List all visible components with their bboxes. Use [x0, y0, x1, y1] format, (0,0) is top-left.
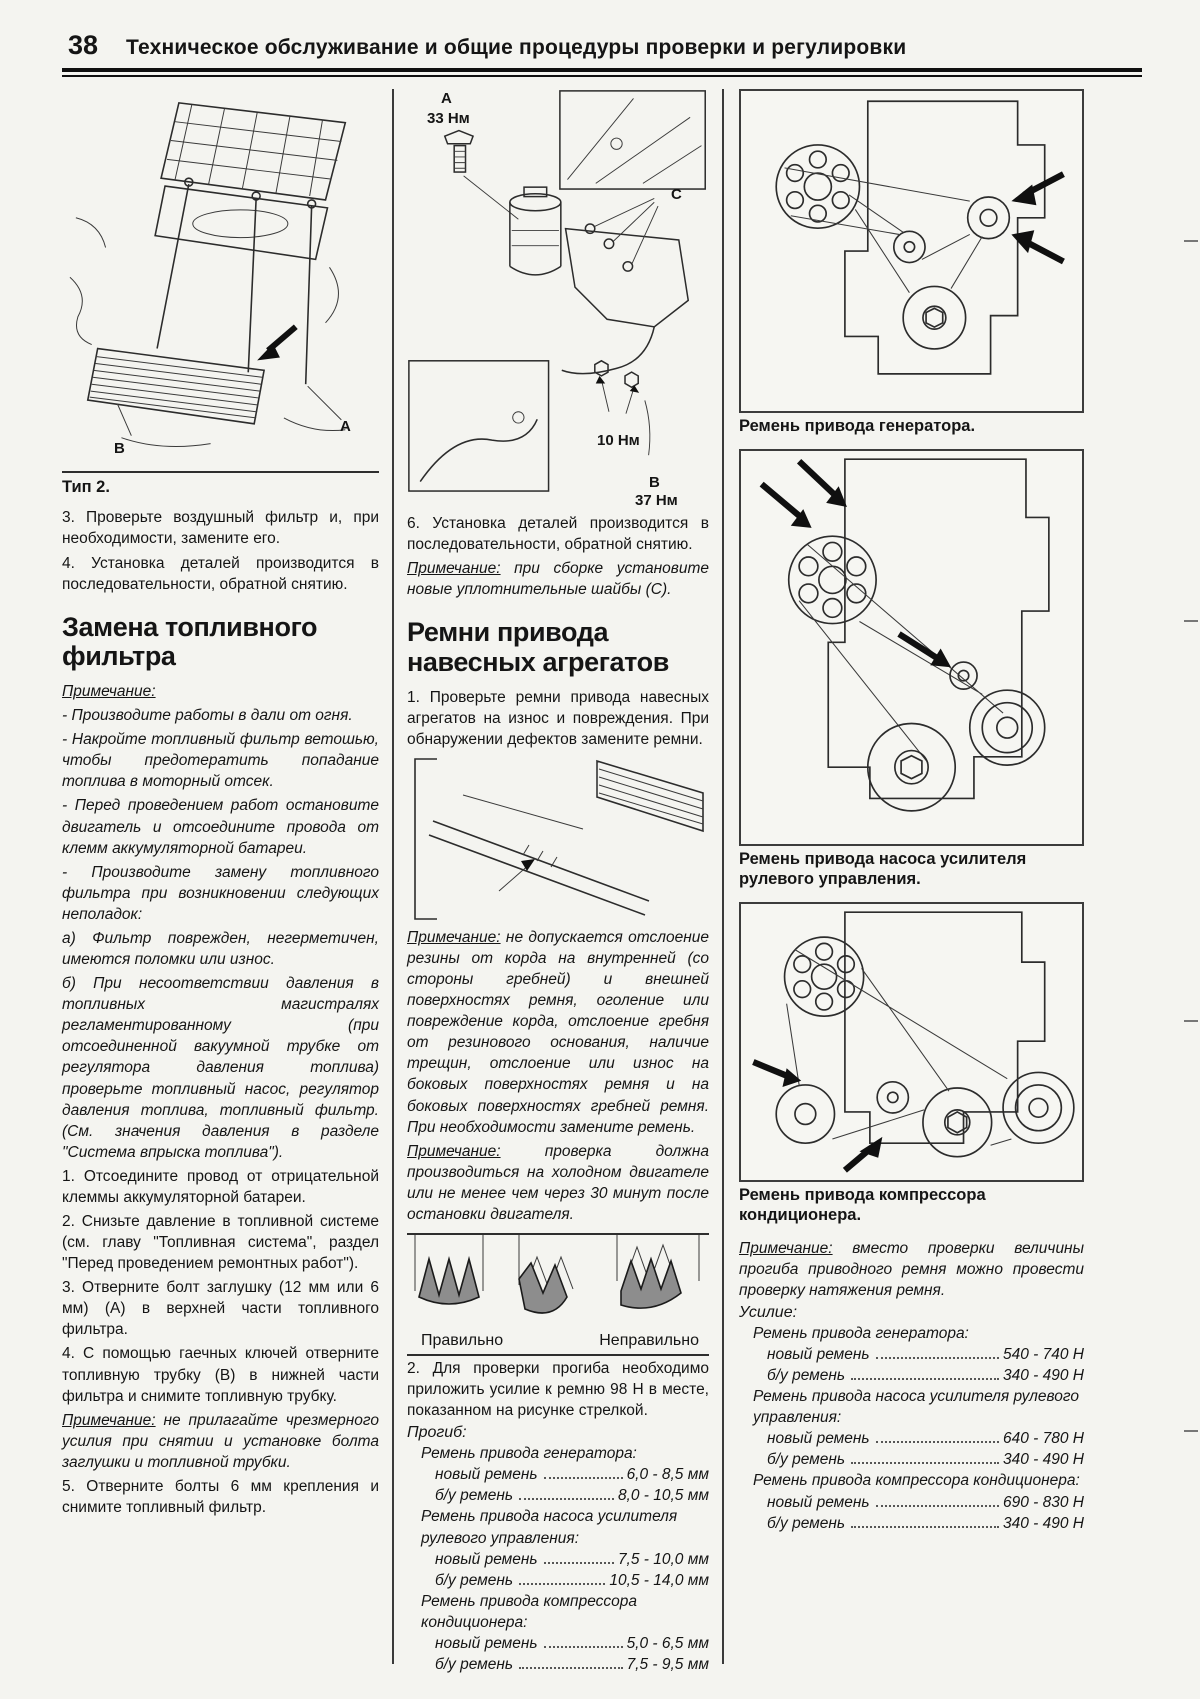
dotted-leader [519, 1498, 614, 1500]
fuel-filter-torque-figure [407, 89, 709, 509]
note-item: - Производите замену топливного фильтра при возникновении следующих неполадок: [62, 863, 379, 923]
dotted-leader [851, 1378, 999, 1380]
spec-row-label: новый ремень [767, 1430, 870, 1448]
belt-wear-figure [407, 753, 709, 923]
step-text: 1. Отсоедините провод от отрицательной клеммы аккумуляторной батареи. [62, 1167, 379, 1206]
note-paragraph [739, 1238, 1084, 1301]
note-item: - Производите работы в дали от огня. [62, 707, 353, 725]
step-text: 4. С помощью гаечных ключей отверните топливную трубку (В) в нижней части фильтра и снимите топливную трубку. [62, 1345, 379, 1405]
note-label: Примечание: [407, 928, 501, 946]
ac-compressor-belt-drawing [745, 908, 1078, 1176]
dotted-leader [544, 1562, 614, 1564]
section-title-fuel-filter: Замена топливного фильтра [62, 611, 318, 672]
tension-title: Усилие: [739, 1303, 798, 1321]
spec-row-value: 640 - 780 Н [1003, 1430, 1084, 1448]
spec-row-label: новый ремень [435, 1634, 538, 1652]
scan-artifact [1184, 240, 1198, 242]
figure-label-b: B [114, 440, 125, 457]
note-label: Примечание: [739, 1239, 833, 1257]
figure-label-a: A [340, 418, 351, 435]
spec-row [767, 1449, 1084, 1470]
belt-wear-drawing [407, 753, 709, 923]
spec-row-label: б/у ремень [767, 1367, 846, 1385]
generator-belt-figure [739, 89, 1084, 413]
spec-row [435, 1485, 709, 1506]
spec-group-name: Ремень привода компрессора кондиционера: [421, 1592, 638, 1631]
step-text: 2. Для проверки прогиба необходимо приложить усилие к ремню 98 Н в месте, показанном на рисунке стрелкой. [407, 1360, 709, 1420]
note-label: Примечание: [62, 1411, 156, 1429]
note-label: Примечание: [407, 1142, 501, 1160]
power-steering-belt-drawing [745, 455, 1078, 840]
page-number: 38 [68, 30, 99, 60]
note-paragraph [407, 927, 709, 1138]
page-title: Техническое обслуживание и общие процедуры проверки и регулировки [126, 36, 907, 59]
spec-row-value: 5,0 - 6,5 мм [626, 1634, 709, 1652]
scan-artifact [1184, 1430, 1198, 1432]
spec-row-value: 340 - 490 Н [1003, 1514, 1084, 1532]
note-item: б) При несоответствии давления в топливных магистралях регламентированному (при отсоединенной вакуумной трубке от регулятора давления топлива) проверьте топливный насос, регулятор давления топлива, топливный фильтр. (См. значения давления в разделе "Система впрыска топлива"). [62, 975, 379, 1161]
spec-group-name: Ремень привода генератора: [753, 1324, 969, 1342]
note-item: - Перед проведением работ остановите двигатель и отсоедините провода от клемм аккумуляторной батареи. [62, 797, 379, 857]
figure-caption-type2: Тип 2. [62, 478, 110, 497]
spec-group-name: Ремень привода компрессора кондиционера: [753, 1472, 1080, 1490]
scan-artifact [1184, 620, 1198, 622]
spec-row-value: 6,0 - 8,5 мм [626, 1466, 709, 1484]
spec-row-label: б/у ремень [767, 1514, 846, 1532]
air-filter-figure [62, 89, 379, 473]
step-text: 3. Отверните болт заглушку (12 мм или 6 мм) (А) в верхней части топливного фильтра. [62, 1279, 379, 1339]
figure-label-a: A [441, 90, 452, 107]
dotted-leader [851, 1462, 999, 1464]
note-paragraph [62, 1410, 379, 1473]
spec-row-value: 10,5 - 14,0 мм [609, 1571, 709, 1589]
dotted-leader [876, 1441, 999, 1443]
note-paragraph [407, 1141, 709, 1225]
spec-row [767, 1428, 1084, 1449]
spec-row-value: 8,0 - 10,5 мм [617, 1487, 709, 1505]
spec-group-name: Ремень привода насоса усилителя рулевого управления: [753, 1388, 1080, 1427]
figure-caption-power-steering: Ремень привода насоса усилителя рулевого управления. [739, 850, 1027, 888]
left-column [62, 89, 392, 1664]
spec-row-value: 340 - 490 Н [1003, 1451, 1084, 1469]
spec-row [767, 1365, 1084, 1386]
torque-value-a: 33 Нм [427, 110, 470, 127]
profile-labels [407, 1332, 709, 1354]
step-text: 6. Установка деталей производится в последовательности, обратной снятию. [407, 515, 709, 554]
generator-belt-drawing [745, 95, 1078, 407]
spec-row [435, 1633, 709, 1654]
spec-row [435, 1654, 709, 1675]
spec-row-label: б/у ремень [435, 1571, 514, 1589]
spec-row-value: 340 - 490 Н [1003, 1367, 1084, 1385]
spec-row-label: б/у ремень [767, 1451, 846, 1469]
note-item: - Накройте топливный фильтр ветошью, чтобы предотератить попадание топлива в моторный отсек. [62, 731, 379, 791]
note-text: не прилагайте чрезмерного усилия при снятии и установке болта заглушки и топливной трубки. [62, 1411, 379, 1471]
spec-group-name: Ремень привода насоса усилителя рулевого управления: [421, 1508, 678, 1547]
dotted-leader [519, 1583, 605, 1585]
note-text: вместо проверки величины прогиба приводного ремня можно провести проверку натяжения ремня. [739, 1239, 1084, 1299]
spec-row-value: 540 - 740 Н [1003, 1345, 1084, 1363]
spec-row [435, 1464, 709, 1485]
power-steering-belt-figure [739, 449, 1084, 846]
torque-value-mid: 10 Нм [597, 432, 640, 449]
dotted-leader [876, 1505, 999, 1507]
figure-caption-generator: Ремень привода генератора. [739, 417, 976, 436]
note-label: Примечание: [407, 560, 501, 578]
spec-row [767, 1492, 1084, 1513]
air-filter-drawing [62, 89, 379, 467]
right-column [722, 89, 1084, 1664]
spec-row [767, 1513, 1084, 1534]
note-item: а) Фильтр поврежден, негерметичен, имеются поломки или износ. [62, 929, 379, 969]
middle-column [392, 89, 722, 1674]
step-text: 4. Установка деталей производится в последовательности, обратной снятию. [62, 554, 379, 593]
dotted-leader [544, 1477, 623, 1479]
spec-row-label: новый ремень [767, 1345, 870, 1363]
spec-row-value: 7,5 - 10,0 мм [617, 1550, 709, 1568]
profile-correct-label: Правильно [421, 1332, 504, 1350]
note-text: не допускается отслоение резины от корда на внутренней (со стороны гребней) и внешней поверхностях ремня, оголение или повреждение корда, отслоение гребня от резинового основания, наличие трещин, отслоение или износ на боковых поверхностях ремня и на боковых поверхностях гребней ремня. При необходимости замените ремень. [407, 928, 709, 1136]
spec-row-label: новый ремень [767, 1493, 870, 1511]
three-column-layout [62, 89, 1142, 1674]
spec-row [435, 1549, 709, 1570]
profile-incorrect-label: Неправильно [599, 1332, 699, 1350]
dotted-leader [544, 1646, 623, 1648]
dotted-leader [851, 1526, 999, 1528]
note-text: проверка должна производиться на холодном двигателе или не менее чем через 30 минут после остановки двигателя. [407, 1142, 709, 1223]
spec-group-name: Ремень привода генератора: [421, 1445, 637, 1463]
spec-row-label: б/у ремень [435, 1487, 514, 1505]
step-text: 5. Отверните болты 6 мм крепления и снимите топливный фильтр. [62, 1477, 379, 1516]
spec-row [435, 1570, 709, 1591]
page-header [62, 30, 1142, 61]
belt-profile-figure [407, 1233, 709, 1356]
spec-row [767, 1344, 1084, 1365]
note-paragraph [407, 558, 709, 600]
note-text: при сборке установите новые уплотнительные шайбы (С). [407, 560, 709, 599]
torque-drawing [407, 89, 709, 495]
step-text: 1. Проверьте ремни привода навесных агрегатов на износ и повреждения. При обнаружении дефектов замените ремни. [407, 688, 709, 748]
ac-compressor-belt-figure [739, 902, 1084, 1182]
spec-row-value: 690 - 830 Н [1003, 1493, 1084, 1511]
belt-profile-drawing [407, 1235, 709, 1327]
step-text: 3. Проверьте воздушный фильтр и, при необходимости, замените его. [62, 509, 379, 548]
spec-row-value: 7,5 - 9,5 мм [626, 1656, 709, 1674]
step-text: 2. Снизьте давление в топливной системе (см. главу "Топливная система", раздел "Перед проведением ремонтных работ"). [62, 1212, 379, 1273]
dotted-leader [519, 1667, 622, 1669]
header-rule [62, 68, 1142, 77]
note-label: Примечание: [62, 683, 156, 701]
section-title-drive-belts: Ремни привода навесных агрегатов [407, 617, 669, 677]
figure-label-c: C [671, 186, 682, 203]
figure-caption-ac-compressor: Ремень привода компрессора кондиционера. [739, 1186, 986, 1224]
spec-row-label: новый ремень [435, 1550, 538, 1568]
deflection-title: Прогиб: [407, 1424, 467, 1442]
figure-label-b: B [649, 474, 660, 491]
spec-row-label: б/у ремень [435, 1656, 514, 1674]
spec-row-label: новый ремень [435, 1466, 538, 1484]
dotted-leader [876, 1357, 999, 1359]
scan-artifact [1184, 1020, 1198, 1022]
torque-value-b: 37 Нм [635, 492, 678, 509]
